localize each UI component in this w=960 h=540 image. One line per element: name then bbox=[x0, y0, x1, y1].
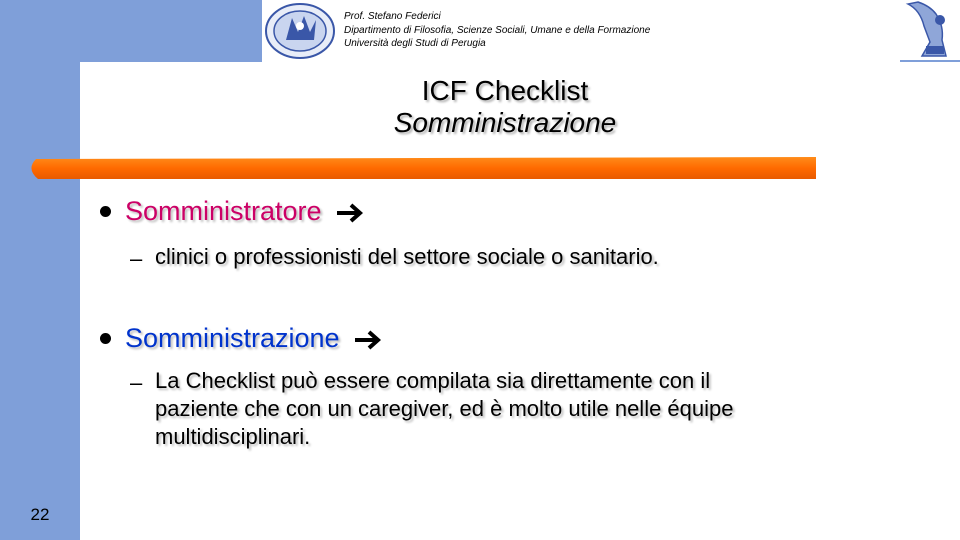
arrow-right-icon bbox=[353, 328, 383, 352]
slide-subtitle: Somministrazione bbox=[393, 107, 617, 138]
slide-number: 22 bbox=[30, 505, 50, 524]
header-university: Università degli Studi di Perugia bbox=[344, 38, 486, 49]
header-author: Prof. Stefano Federici bbox=[344, 11, 441, 22]
sub-dash: – bbox=[130, 246, 143, 271]
arrow-right-icon bbox=[335, 201, 365, 225]
bullet-heading: Somministratore bbox=[125, 196, 322, 226]
orange-divider bbox=[26, 155, 816, 181]
university-seal-icon bbox=[264, 2, 336, 60]
bullet-dot bbox=[100, 333, 111, 344]
sub-item-text: clinici o professionisti del settore sociale o sanitario. bbox=[155, 244, 659, 269]
sub-item-line: multidisciplinari. bbox=[155, 424, 311, 449]
sub-dash: – bbox=[130, 370, 143, 395]
bullet-heading: Somministrazione bbox=[125, 323, 340, 353]
sub-item-line: paziente che con un caregiver, ed è molto utile nelle équipe bbox=[155, 396, 734, 421]
bullet-item-somministratore bbox=[125, 194, 365, 228]
header-credits bbox=[344, 10, 650, 51]
sub-item-line: La Checklist può essere compilata sia direttamente con il bbox=[155, 368, 711, 393]
corner-logo-icon bbox=[900, 0, 960, 60]
sub-item-text bbox=[155, 367, 734, 451]
bullet-item-somministrazione bbox=[125, 321, 383, 355]
slide-title: ICF Checklist bbox=[421, 75, 589, 106]
header-department: Dipartimento di Filosofia, Scienze Sociali, Umane e della Formazione bbox=[344, 24, 651, 36]
bullet-dot bbox=[100, 206, 111, 217]
